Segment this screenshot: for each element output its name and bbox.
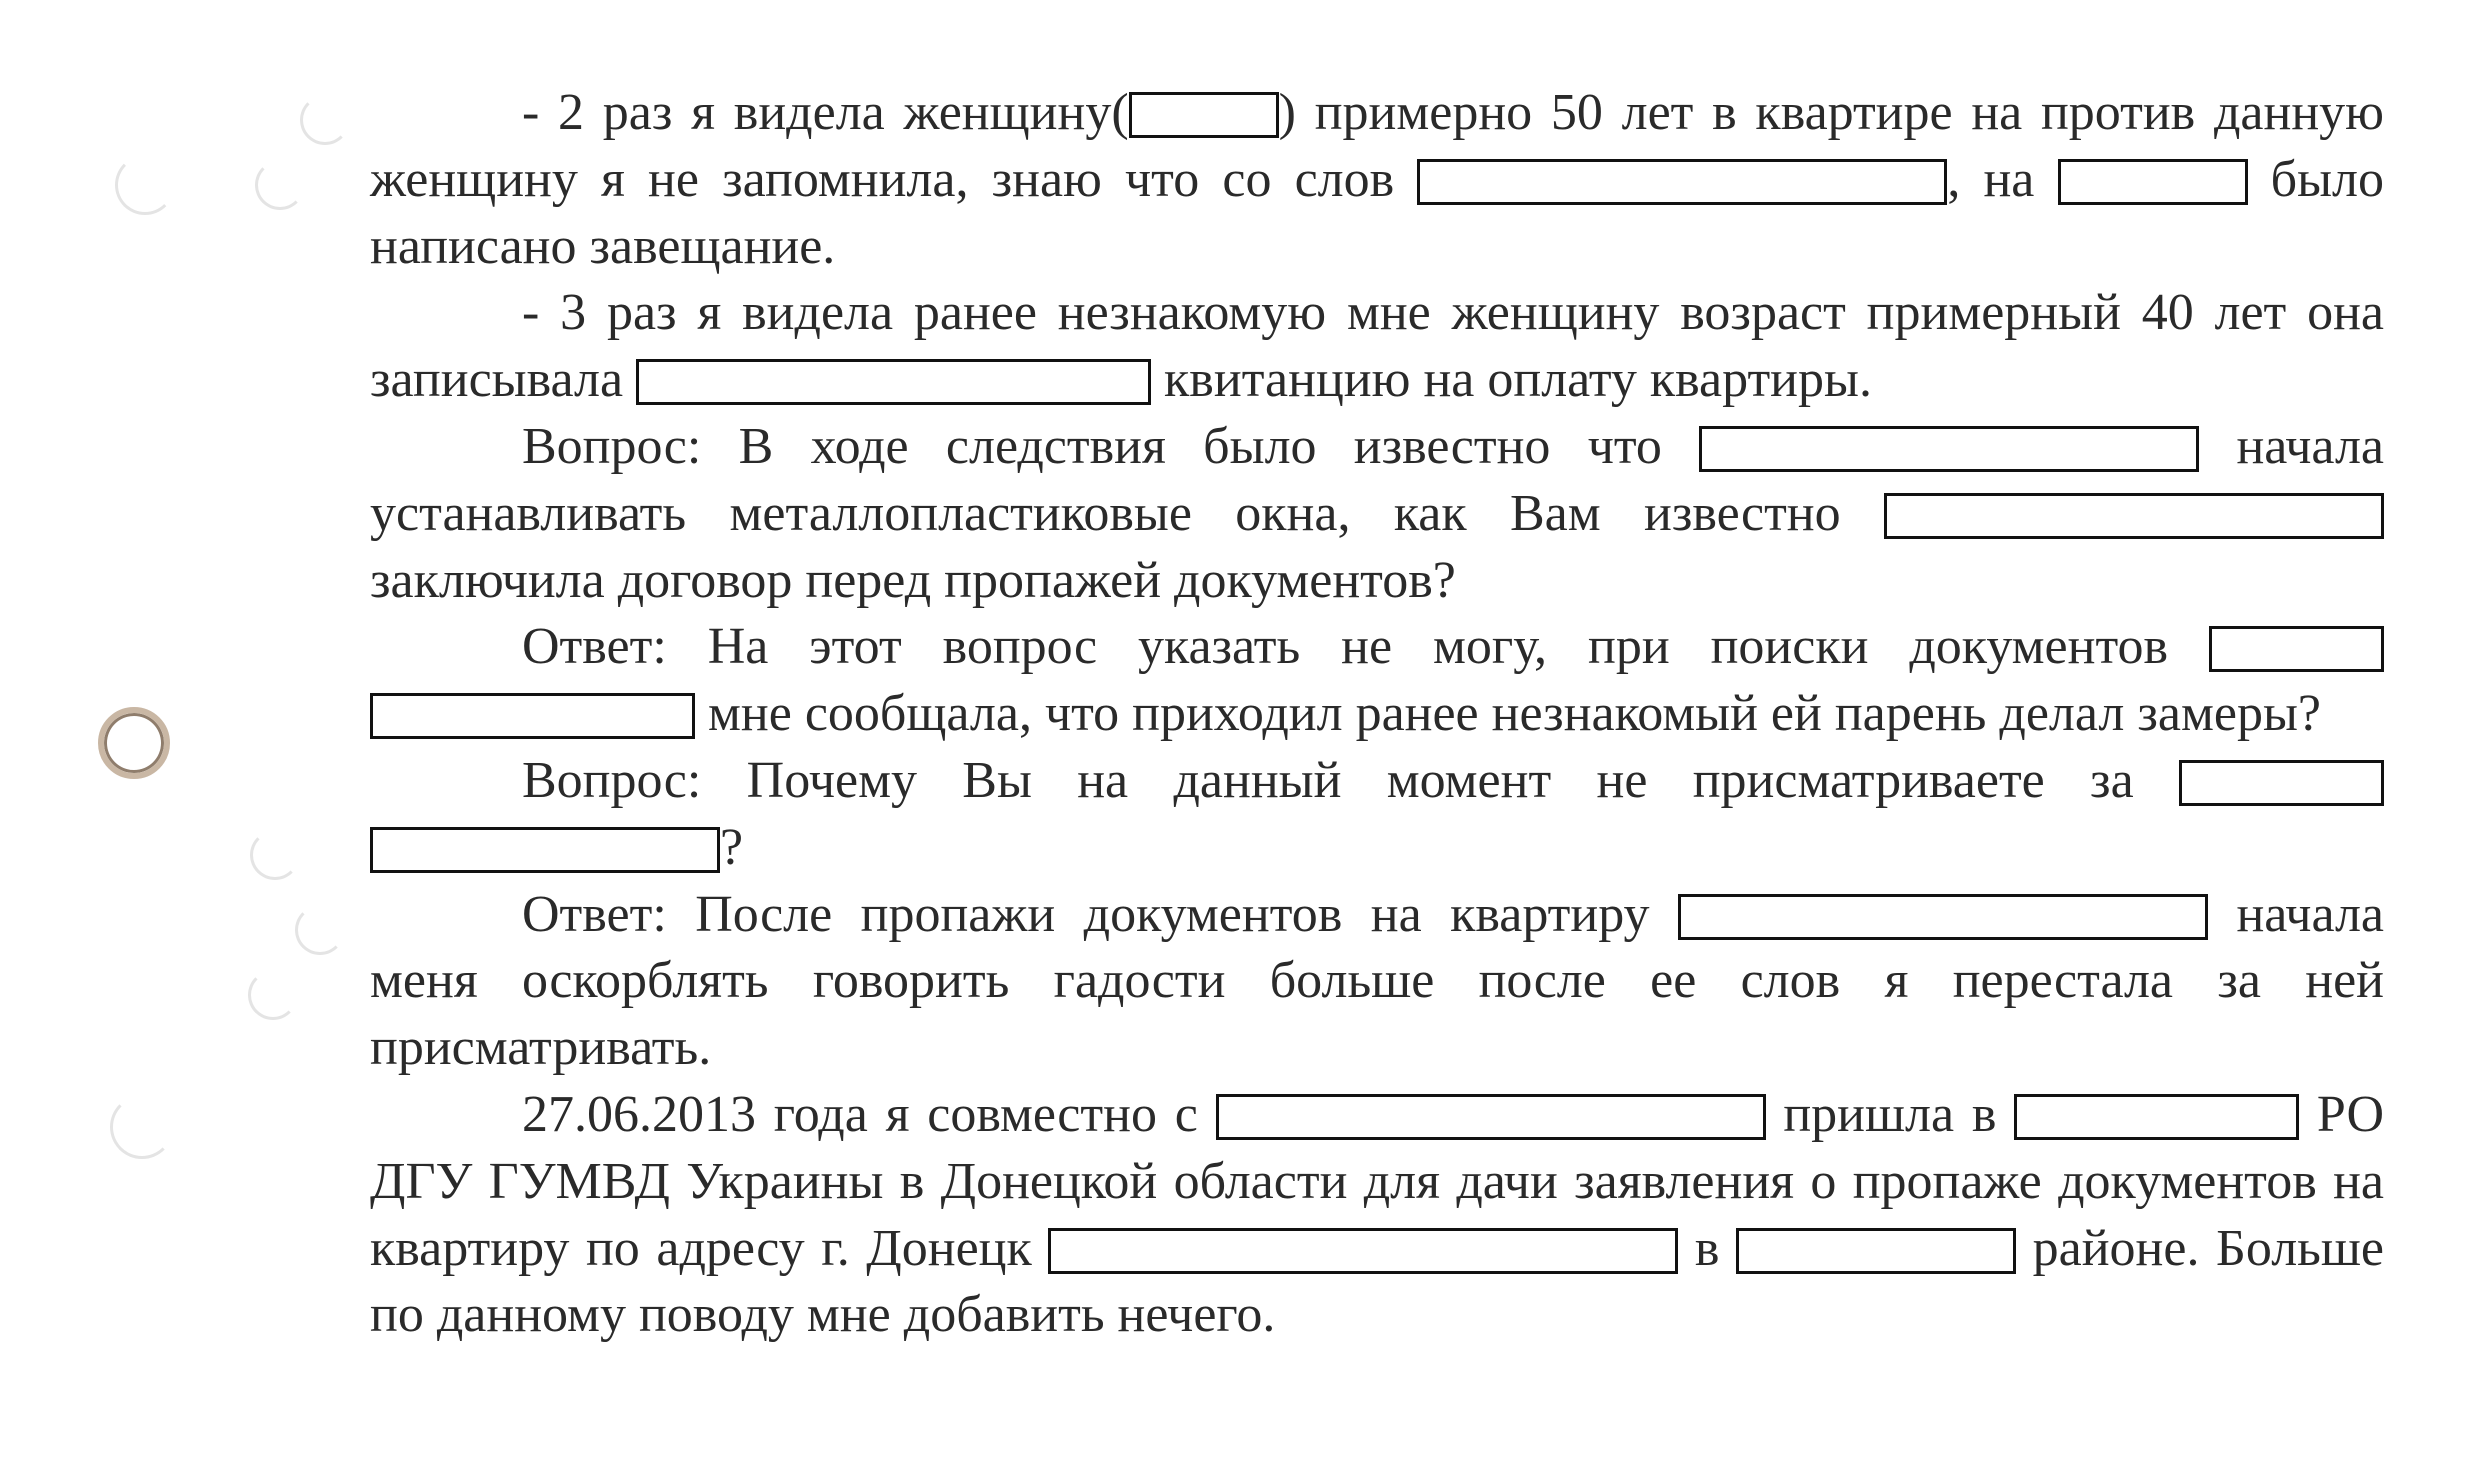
redaction-box xyxy=(2014,1094,2299,1140)
text-run: ) примерно 50 лет в квартире на против данную женщину я не запомнила, знаю что со слов xyxy=(370,84,2384,208)
text-run: мне сообщала, что приходил ранее незнакомый ей парень делал замеры? xyxy=(695,685,2321,743)
redaction-box xyxy=(370,693,695,739)
redaction-box xyxy=(370,827,720,873)
text-run: заключила договор перед пропажей документов? xyxy=(370,551,1456,609)
redaction-box xyxy=(1884,493,2384,539)
hole-mark xyxy=(248,970,298,1020)
paragraph xyxy=(370,882,2384,1082)
redaction-box xyxy=(2179,760,2384,806)
redaction-box xyxy=(1216,1094,1766,1140)
text-run: было написано завещание. xyxy=(370,150,2384,275)
paragraph xyxy=(370,1082,2384,1349)
document-body xyxy=(370,80,2384,1349)
text-run: районе. Больше по данному поводу мне добавить нечего. xyxy=(370,1219,2384,1344)
redaction-box xyxy=(1048,1228,1678,1274)
text-run: квитанцию на оплату квартиры. xyxy=(1151,351,1872,409)
redaction-box xyxy=(2209,626,2384,672)
text-run: 27.06.2013 года я совместно с xyxy=(522,1085,1216,1143)
text-run: - 2 раз я видела женщину( xyxy=(522,84,1129,141)
hole-mark xyxy=(300,95,350,145)
text-run: в xyxy=(1678,1219,1737,1277)
redaction-box xyxy=(1699,426,2199,472)
text-run: Вопрос: Почему Вы на данный момент не присматриваете за xyxy=(522,751,2179,809)
redaction-box xyxy=(1417,159,1947,205)
hole-mark xyxy=(110,1095,174,1159)
paragraph xyxy=(370,614,2384,748)
text-run: начала устанавливать металлопластиковые окна, как Вам известно xyxy=(370,417,2384,542)
hole-mark xyxy=(250,830,300,880)
text-run: РО ДГУ ГУМВД Украины в Донецкой области для дачи заявления о пропаже документов на квартиру по адресу г. Донецк xyxy=(370,1085,2385,1277)
hole-mark xyxy=(295,905,345,955)
paragraph xyxy=(370,748,2384,882)
text-run: Вопрос: В ходе следствия было известно что xyxy=(522,417,1700,475)
text-run: - 3 раз я видела ранее незнакомую мне женщину возраст примерный 40 лет она записывала xyxy=(370,284,2384,409)
redaction-box xyxy=(1736,1228,2016,1274)
hole-mark xyxy=(255,160,305,210)
paragraph xyxy=(370,414,2384,614)
text-run: Ответ: На этот вопрос указать не могу, при поиски документов xyxy=(522,618,2209,676)
text-run: ? xyxy=(720,818,744,876)
text-run: , на xyxy=(1947,150,2058,208)
text-run: пришла в xyxy=(1765,1085,2015,1143)
redaction-box xyxy=(1129,92,1279,138)
paragraph xyxy=(370,280,2384,414)
redaction-box xyxy=(2058,159,2248,205)
redaction-box xyxy=(1678,894,2208,940)
redaction-box xyxy=(636,359,1151,405)
text-run: Ответ: После пропажи документов на квартиру xyxy=(522,885,1678,943)
paragraph xyxy=(370,80,2384,280)
punch-hole xyxy=(98,707,170,779)
hole-mark xyxy=(115,155,175,215)
text-run: начала меня оскорблять говорить гадости больше после ее слов я перестала за ней присматривать. xyxy=(370,885,2385,1077)
